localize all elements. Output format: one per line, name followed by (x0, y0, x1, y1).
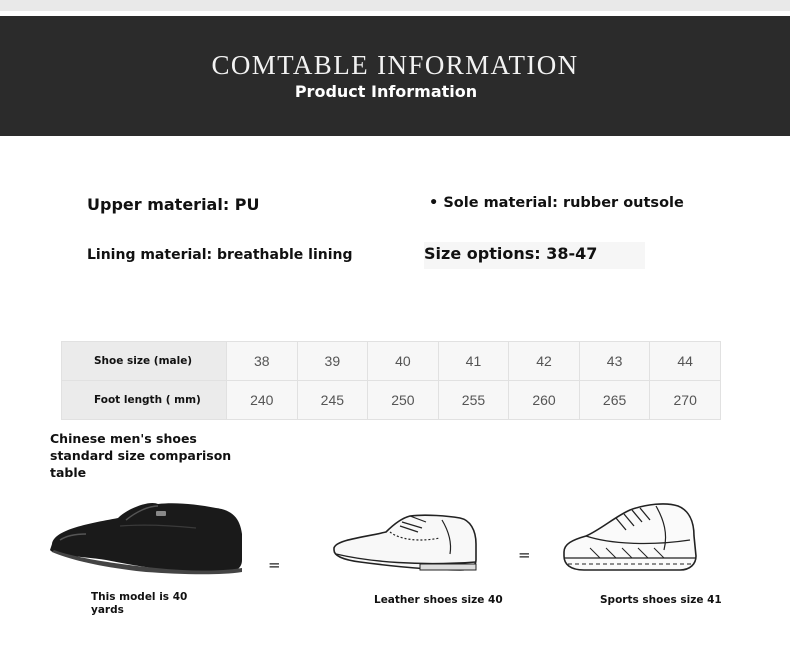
table-cell: 43 (579, 342, 650, 381)
table-cell: 250 (368, 381, 439, 420)
equals-sign: = (518, 546, 531, 564)
row-header: Foot length ( mm) (62, 381, 227, 420)
table-cell: 260 (509, 381, 580, 420)
leather-shoe-icon (330, 510, 480, 574)
spec-upper-material: Upper material: PU (87, 195, 260, 214)
table-cell: 270 (650, 381, 721, 420)
table-row (62, 381, 721, 420)
header-banner (0, 16, 790, 136)
page-subtitle: Product Information (294, 82, 478, 101)
spec-size-options: Size options: 38-47 (424, 242, 645, 269)
table-cell: 255 (438, 381, 509, 420)
table-caption: Chinese men's shoes standard size comparison table (50, 431, 232, 480)
table-cell: 265 (579, 381, 650, 420)
table-row (62, 342, 721, 381)
comparison-label: Leather shoes size 40 (374, 594, 503, 606)
table-cell: 42 (509, 342, 580, 381)
table-cell: 39 (297, 342, 368, 381)
table-cell: 41 (438, 342, 509, 381)
table-cell: 44 (650, 342, 721, 381)
loafer-shoe-icon (46, 494, 246, 576)
table-cell: 240 (227, 381, 298, 420)
spec-sole-material: • Sole material: rubber outsole (429, 195, 684, 211)
comparison-label: Sports shoes size 41 (600, 594, 722, 606)
size-comparison-table (61, 341, 721, 420)
spec-lining-material: Lining material: breathable lining (87, 247, 353, 263)
table-cell: 245 (297, 381, 368, 420)
sports-shoe-icon (560, 500, 700, 578)
equals-sign: = (268, 556, 281, 574)
row-header: Shoe size (male) (62, 342, 227, 381)
top-strip (0, 0, 790, 11)
table-cell: 38 (227, 342, 298, 381)
page-title: COMTABLE INFORMATION (211, 50, 579, 80)
comparison-label: This model is 40 yards (91, 591, 188, 616)
table-cell: 40 (368, 342, 439, 381)
